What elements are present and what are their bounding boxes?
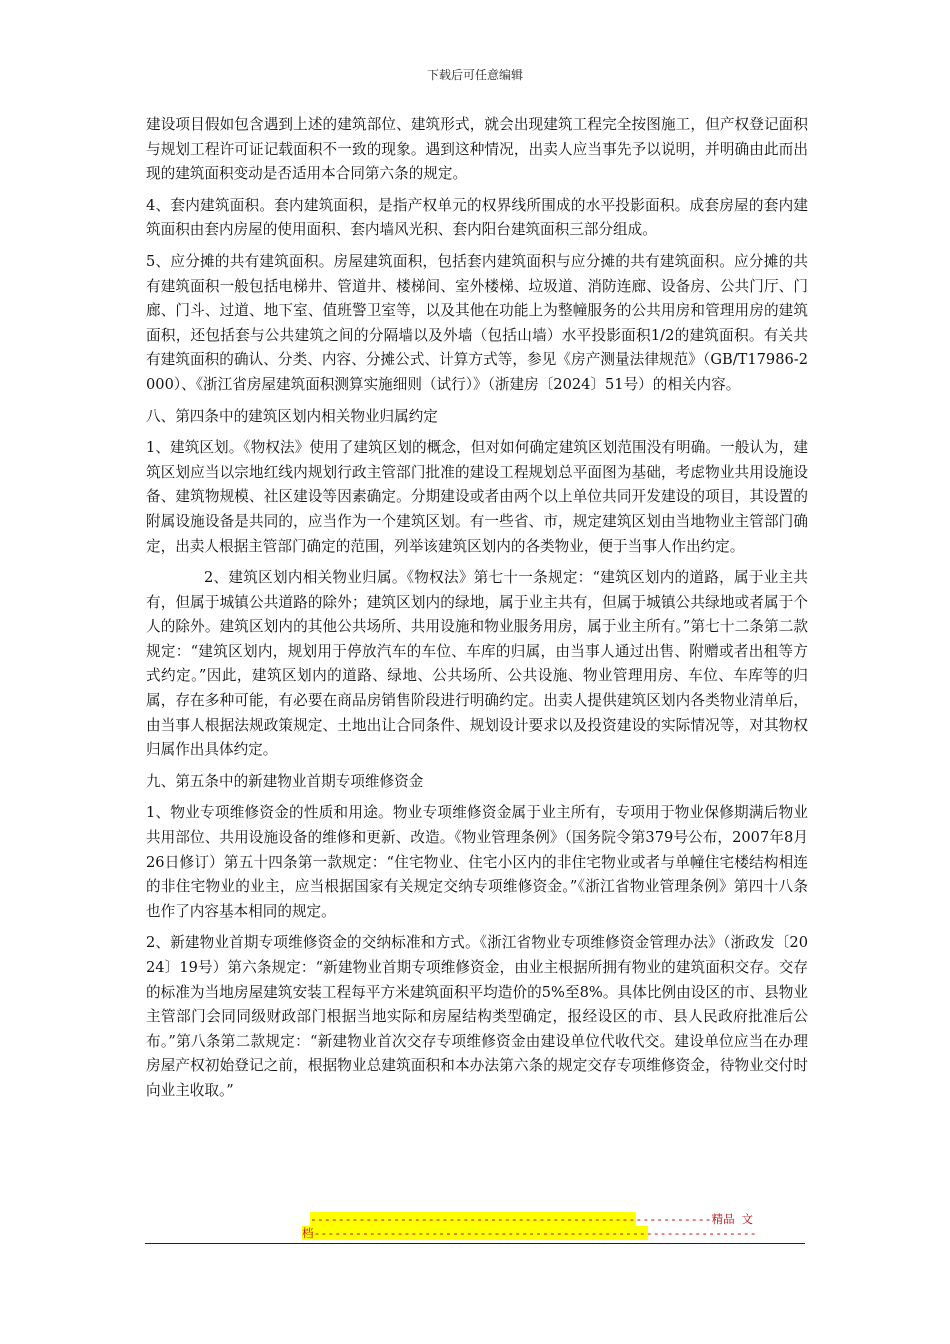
footer-marker-line-1: ----------------------------------------------------------精品 文 — [310, 1212, 753, 1226]
paragraph-8-2: 2、建筑区划内相关物业归属。《物权法》第七十一条规定：“建筑区划内的道路，属于业主共有，但属于城镇公共道路的除外；建筑区划内的绿地，属于业主共有，但属于城镇公共绿地或者属于个人的除外。建筑区划内的其他公共场所、共用设施和物业服务用房，属于业主所有。”第七十二条第二款规定：“建筑区划内，规划用于停放汽车的车位、车库的归属，由当事人通过出售、附赠或者出租等方式约定。”因此，建筑区划内的道路、绿地、公共场所、公共设施、物业管理用房、车位、车库等的归属，存在多种可能，有必要在商品房销售阶段进行明确约定。出卖人提供建筑区划内各类物业清单后，由当事人根据法规政策规定、土地出让合同条件、规划设计要求以及投资建设的实际情况等，对其物权归属作出具体约定。 — [146, 569, 808, 759]
document-body — [146, 113, 808, 1111]
paragraph-intro: 建设项目假如包含遇到上述的建筑部位、建筑形式，就会出现建筑工程完全按图施工，但产权登记面积与规划工程许可证记载面积不一致的现象。遇到这种情况，出卖人应当事先予以说明，并明确由此而出现的建筑面积变动是否适用本合同第六条的规定。 — [146, 116, 808, 183]
page-header: 下载后可任意编辑 — [426, 68, 523, 82]
paragraph-section-4: 4、套内建筑面积。套内建筑面积，是指产权单元的权界线所围成的水平投影面积。成套房屋的套内建筑面积由套内房屋的使用面积、套内墙风光积、套内阳台建筑面积三部分组成。 — [146, 196, 808, 239]
heading-section-8: 八、第四条中的建筑区划内相关物业归属约定 — [146, 407, 438, 425]
footer-marker-line-2: 档---------------------------------------------------------------- — [302, 1226, 757, 1240]
paragraph-8-1: 1、建筑区划。《物权法》使用了建筑区划的概念，但对如何确定建筑区划范围没有明确。一般认为，建筑区划应当以宗地红线内规划行政主管部门批准的建设工程规划总平面图为基础，考虑物业共用设施设备、建筑物规模、社区建设等因素确定。分期建设或者由两个以上单位共同开发建设的项目，其设置的附属设施设备是共同的，应当作为一个建筑区划。有一些省、市，规定建筑区划由当地物业主管部门确定，出卖人根据主管部门确定的范围，列举该建筑区划内的各类物业，便于当事人作出约定。 — [146, 439, 808, 555]
heading-section-9: 九、第五条中的新建物业首期专项维修资金 — [146, 772, 424, 790]
paragraph-section-5: 5、应分摊的共有建筑面积。房屋建筑面积，包括套内建筑面积与应分摊的共有建筑面积。应分摊的共有建筑面积一般包括电梯井、管道井、楼梯间、室外楼梯、垃圾道、消防连廊、设备房、公共门厅、门廊、门斗、过道、地下室、值班警卫室等，以及其他在功能上为整幢服务的公共用房和管理用房的建筑面积，还包括套与公共建筑之间的分隔墙以及外墙（包括山墙）水平投影面积1/2的建筑面积。有关共有建筑面积的确认、分类、内容、分摊公式、计算方式等，参见《房产测量法律规范》（GB/T17986-2000）、《浙江省房屋建筑面积测算实施细则（试行）》（浙建房〔2024〕51号）的相关内容。 — [146, 252, 808, 393]
paragraph-9-2: 2、新建物业首期专项维修资金的交纳标准和方式。《浙江省物业专项维修资金管理办法》（浙政发〔2024〕19号）第六条规定：“新建物业首期专项维修资金，由业主根据所拥有物业的建筑面积交存。交存的标准为当地房屋建筑安装工程每平方米建筑面积平均造价的5%至8%。具体比例由设区的市、县物业主管部门会同同级财政部门根据当地实际和房屋结构类型确定，报经设区的市、县人民政府批准后公布。”第八条第二款规定：“新建物业首次交存专项维修资金由建设单位代收代交。建设单位应当在办理房屋产权初始登记之前，根据物业总建筑面积和本办法第六条的规定交存专项维修资金，待物业交付时向业主收取。” — [146, 934, 808, 1099]
paragraph-9-1: 1、物业专项维修资金的性质和用途。物业专项维修资金属于业主所有，专项用于物业保修期满后物业共用部位、共用设施设备的维修和更新、改造。《物业管理条例》（国务院令第379号公布，2007年8月26日修订）第五十四条第一款规定：“住宅物业、住宅小区内的非住宅物业或者与单幢住宅楼结构相连的非住宅物业的业主，应当根据国家有关规定交纳专项维修资金。”《浙江省物业管理条例》第四十八条也作了内容基本相同的规定。 — [146, 804, 808, 920]
footer-divider — [145, 1243, 805, 1244]
